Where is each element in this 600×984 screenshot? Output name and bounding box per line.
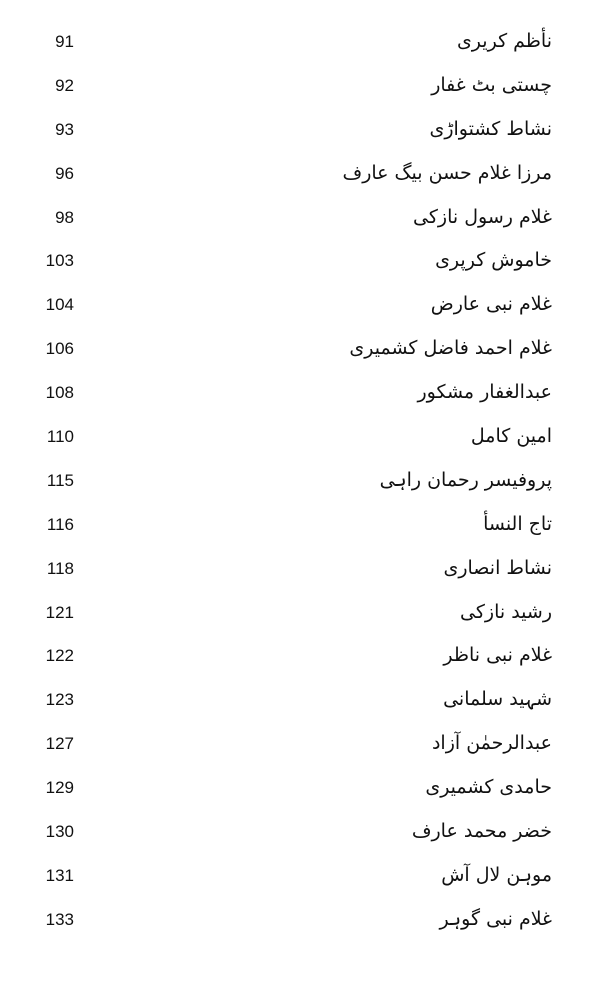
page-number: 106	[45, 339, 74, 359]
page-number: 96	[55, 163, 74, 183]
poet-name: غلام احمد فاضل کشمیری	[349, 337, 552, 360]
poet-name: غلام نبی گوہر	[439, 907, 552, 930]
page-number: 98	[55, 207, 74, 227]
page-number: 108	[45, 383, 74, 403]
page-number: 131	[45, 865, 74, 885]
page-number: 123	[45, 690, 74, 710]
poet-name: شہید سلمانی	[443, 688, 552, 711]
toc-entry	[0, 285, 600, 329]
toc-entry	[0, 66, 600, 110]
poet-name: غلام نبی ناظر	[443, 644, 552, 667]
page-number: 118	[46, 558, 74, 578]
table-of-contents	[0, 22, 600, 944]
toc-entry	[0, 198, 600, 242]
toc-entry	[0, 768, 600, 812]
poet-name: نشاط کشتواڑی	[429, 117, 552, 140]
poet-name: نأظم کریری	[456, 30, 552, 52]
poet-name: رشید نازکی	[460, 600, 552, 623]
poet-name: عبدالغفار مشکور	[417, 381, 552, 404]
page-number: 129	[45, 778, 74, 798]
page-number: 127	[45, 734, 74, 754]
poet-name: حامدی کشمیری	[425, 776, 552, 799]
toc-entry	[0, 636, 600, 680]
toc-entry	[0, 505, 600, 549]
page-number: 91	[55, 32, 74, 51]
page-number: 133	[45, 909, 74, 929]
poet-name: پروفیسر رحمان راہی	[379, 468, 552, 491]
toc-entry	[0, 329, 600, 373]
page-number: 130	[45, 822, 74, 842]
page-number: 110	[46, 427, 74, 447]
poet-name: امین کامل	[470, 425, 552, 448]
toc-entry	[0, 724, 600, 768]
poet-name: غلام نبی عارض	[430, 293, 552, 316]
toc-entry	[0, 549, 600, 593]
poet-name: خاموش کرپری	[435, 249, 552, 272]
poet-name: خضر محمد عارف	[411, 820, 552, 843]
toc-entry	[0, 461, 600, 505]
page-number: 115	[46, 470, 74, 490]
page-number: 92	[55, 75, 74, 95]
toc-entry	[0, 417, 600, 461]
page-number: 116	[46, 514, 74, 534]
page-number: 122	[45, 646, 74, 666]
toc-entry	[0, 812, 600, 856]
toc-entry	[0, 110, 600, 154]
toc-entry	[0, 154, 600, 198]
toc-entry	[0, 680, 600, 724]
page-number: 121	[45, 602, 74, 622]
toc-entry	[0, 593, 600, 637]
poet-name: غلام رسول نازکی	[413, 205, 552, 228]
poet-name: موہن لال آش	[441, 863, 552, 886]
poet-name: عبدالرحمٰن آزاد	[431, 732, 552, 755]
toc-entry	[0, 373, 600, 417]
poet-name: چستی بٹ غفار	[431, 73, 552, 96]
poet-name: نشاط انصاری	[443, 556, 552, 579]
page-number: 93	[55, 119, 74, 139]
poet-name: تاج النسأ	[483, 512, 552, 535]
page-number: 104	[45, 295, 74, 315]
toc-entry	[0, 22, 600, 66]
toc-entry	[0, 856, 600, 900]
page-number: 103	[45, 251, 74, 271]
toc-entry	[0, 241, 600, 285]
poet-name: مرزا غلام حسن بیگ عارف	[342, 161, 552, 184]
toc-entry	[0, 900, 600, 944]
